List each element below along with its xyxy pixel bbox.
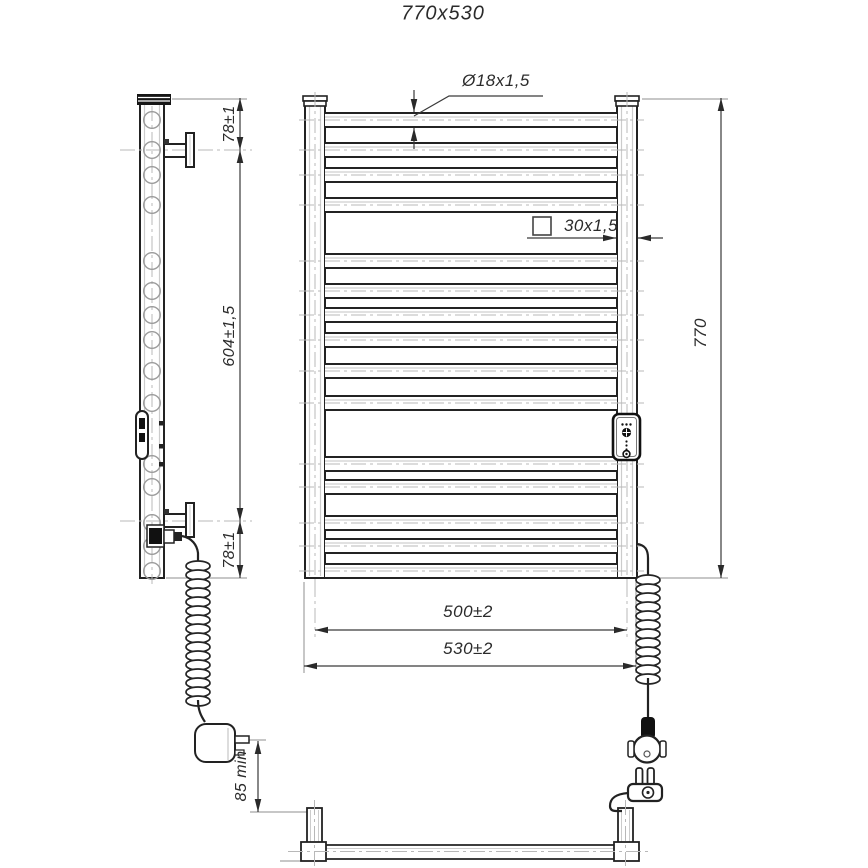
front-rail-caps (303, 96, 639, 106)
power-plug-back-view (628, 717, 666, 763)
right-coiled-cord (636, 575, 660, 684)
dimension-bracket-spacing: 604±1,5 (221, 305, 238, 367)
dimension-rung-span: 500±2 (443, 602, 493, 621)
bottom-view (301, 808, 639, 861)
dimension-bottom-bracket-offset: 78±1 (221, 531, 238, 569)
control-panel (613, 414, 640, 460)
heating-element-housing (147, 525, 182, 547)
drawing-title: 770x530 (401, 2, 485, 25)
dimension-square-profile: 30x1,5 (563, 216, 619, 235)
front-view-rungs (299, 113, 644, 578)
power-plug-bottom-view (610, 768, 662, 811)
dimension-top-bracket-offset: 78±1 (221, 105, 238, 143)
dimension-tube-diameter: Ø18x1,5 (462, 71, 530, 90)
side-view-top-cap (137, 94, 171, 105)
dimension-overall-width: 530±2 (443, 639, 493, 658)
dimension-min-floor-clearance: 85 min (233, 750, 250, 802)
left-coiled-cord (186, 561, 210, 706)
dimension-overall-height: 770 (691, 318, 710, 348)
square-profile-symbol (533, 217, 551, 235)
